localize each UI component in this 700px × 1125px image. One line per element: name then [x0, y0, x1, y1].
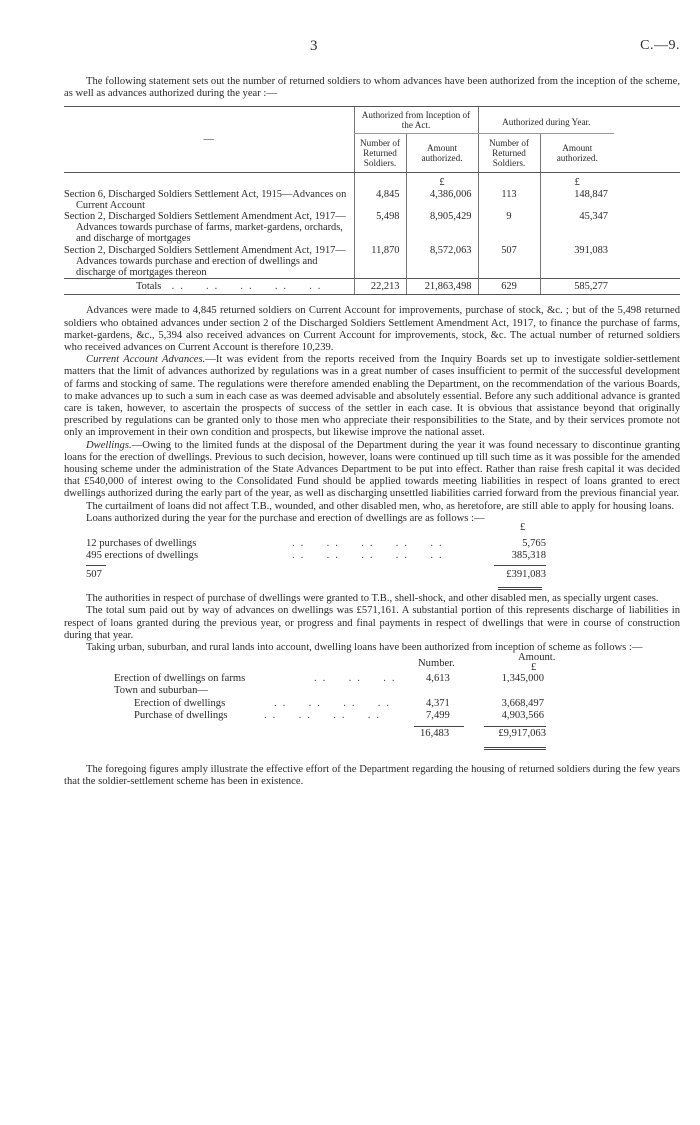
row-description: Section 2, Discharged Soldiers Settlement Amendment Act, 1917—Advances towards purchase of farms, market-gardens, orchards, and discharge of mortgages [64, 211, 346, 245]
paragraph-loans-authorized: Loans authorized during the year for the purchase and erection of dwellings are as follows :— [86, 512, 485, 524]
list-item-number: 4,613 [426, 672, 450, 684]
list-item [64, 673, 680, 686]
col-amount-year: Amount authorized. [540, 134, 614, 173]
page [64, 40, 680, 789]
list-item-number: 4,371 [426, 697, 450, 709]
list-item-label: Erection of dwellings on farms [114, 672, 246, 684]
row-number-year: 113 [478, 189, 540, 211]
document-reference: C.—9. [640, 38, 680, 53]
currency-symbol: £ [406, 173, 478, 189]
divider [484, 747, 546, 748]
row-amount-year: 391,083 [540, 245, 614, 279]
list-item [64, 550, 680, 563]
total-number-inception: 22,213 [354, 279, 406, 295]
row-description: Section 2, Discharged Soldiers Settlement Amendment Act, 1917—Advances towards purchase and erection of dwellings and discharge of mortgages thereon [64, 244, 346, 279]
dwellings-text: —Owing to the limited funds at the disposal of the Department during the year it was found necessary to discontinue granting loans for the erection of dwellings. Previous to such decision, however, loans were continued up till such time as it was possible for the amended housing scheme under the administration of the State Advances Department to be put into effect. Rather than raise fresh capital it was decided that £540,000 of interest owing to the Consolidated Fund should be applied towards meeting liabilities in respect of loans granted to erect dwellings authorized during the early part of the year, as well as discharging unsettled liabilities carried forward from the previous financial year. [64, 439, 680, 500]
list-total [64, 728, 680, 741]
header-inception: Authorized from Inception of the Act. [354, 107, 478, 134]
leader-dots: .. .. .. .. [264, 710, 386, 722]
divider [494, 565, 546, 566]
table-row [64, 245, 680, 279]
row-description: Section 6, Discharged Soldiers Settlement Act, 1915—Advances on Current Account [64, 188, 347, 211]
divider [498, 589, 542, 590]
list-item [64, 698, 680, 711]
list-item-label: Erection of dwellings [134, 697, 226, 709]
row-amount-year: 148,847 [540, 189, 614, 211]
list-item-amount: 3,668,497 [501, 697, 544, 709]
list-total-count: 507 [86, 568, 102, 580]
list-item-value: 5,765 [522, 537, 546, 549]
col-amount-header: Amount. [518, 652, 556, 664]
list-item [64, 685, 680, 698]
dwelling-loans-list [64, 654, 680, 750]
current-account-text: —It was evident from the reports received from the Inquiry Boards set up to investigate soldier-settlement matters that the limit of advances authorized by regulations was in a great number of cases insufficient to permit of the successful development of farms and stocking of same. The regulations were therefore amended enabling the Department, on the recommendation of the various Boards, to make advances up to such a sum in each case as was deemed advisable and absolutely essential. Before any such additional advance is granted care is taken, however, to ascertain the prospects of success of the settler in each case. It is obvious that assistance beyond that originally prescribed by regulations can be granted only to those men who appreciate their responsibilities to the State, and by their services promote not only an improvement in their own condition and prospects, but likewise improve the national asset. [64, 354, 680, 439]
leader-dots: .. .. .. .. .. [292, 537, 448, 549]
col-number-header: Number. [418, 658, 455, 670]
list-item [64, 710, 680, 723]
list-item-label: 12 purchases of dwellings [86, 537, 197, 549]
list-total-number: 16,483 [420, 727, 450, 739]
divider [498, 587, 542, 588]
paragraph-foregoing: The foregoing figures amply illustrate the effective effort of the Department regarding the housing of returned soldiers during the few years that the soldier-settlement scheme has been in existence. [64, 764, 680, 788]
advances-table [64, 106, 680, 295]
page-number: 3 [310, 38, 318, 54]
row-amount-inception: 8,905,429 [406, 211, 478, 245]
leader-dots: .. .. .. .. .. [171, 281, 327, 293]
dwellings-heading: Dwellings. [86, 439, 132, 451]
currency-symbol: £ [531, 662, 537, 674]
leader-dots: .. .. .. .. [274, 697, 396, 709]
intro-paragraph: The following statement sets out the number of returned soldiers to whom advances have been authorized from the inception of the scheme, as well as advances authorized during the year :— [64, 76, 680, 100]
list-item-label: Town and suburban— [114, 685, 208, 697]
paragraph-current-account [64, 354, 680, 439]
list-total [64, 569, 680, 582]
col-number-year: Number of Returned Soldiers. [478, 134, 540, 173]
list-item [64, 538, 680, 551]
table-row [64, 189, 680, 211]
header-year: Authorized during Year. [478, 107, 614, 134]
header-dash: — [203, 134, 214, 146]
list-item-number: 7,499 [426, 710, 450, 722]
current-account-heading: Current Account Advances. [86, 354, 206, 366]
row-number-inception: 4,845 [354, 189, 406, 211]
divider [86, 565, 106, 566]
list-total-amount: £9,917,063 [498, 727, 546, 739]
total-amount-year: 585,277 [540, 279, 614, 295]
paragraph-authorities: The authorities in respect of purchase of dwellings were granted to T.B., shell-shock, and other disabled men, as specially urgent cases. [86, 593, 659, 605]
row-amount-inception: 4,386,006 [406, 189, 478, 211]
table-row [64, 211, 680, 245]
row-number-year: 507 [478, 245, 540, 279]
total-amount-inception: 21,863,498 [406, 279, 478, 295]
list-item-label: Purchase of dwellings [134, 710, 228, 722]
leader-dots: .. .. .. .. .. [292, 550, 448, 562]
divider [484, 749, 546, 750]
row-amount-inception: 8,572,063 [406, 245, 478, 279]
leader-dots: .. .. .. [314, 672, 401, 684]
totals-label: Totals [136, 281, 162, 293]
list-item-amount: 4,903,566 [501, 710, 544, 722]
currency-symbol: £ [540, 173, 614, 189]
paragraph-dwellings [64, 440, 680, 501]
loans-list [64, 522, 680, 583]
list-item-amount: 1,345,000 [501, 672, 544, 684]
row-number-inception: 11,870 [354, 245, 406, 279]
totals-row [64, 279, 680, 295]
list-total-value: £391,083 [506, 568, 546, 580]
paragraph-total-sum: The total sum paid out by way of advances on dwellings was £571,161. A substantial portion of this represents discharge of liabilities in respect of loans granted during the previous year, or progress and final payments in respect of dwellings that were in course of construction during that year. [64, 605, 680, 641]
list-item-label: 495 erections of dwellings [86, 550, 199, 562]
currency-symbol: £ [520, 522, 526, 534]
paragraph-curtailment: The curtailment of loans did not affect T.B., wounded, and other disabled men, who, as heretofore, are still able to apply for housing loans. [86, 500, 675, 512]
page-header [64, 40, 680, 62]
row-amount-year: 45,347 [540, 211, 614, 245]
col-number-inception: Number of Returned Soldiers. [354, 134, 406, 173]
total-number-year: 629 [478, 279, 540, 295]
paragraph-advances: Advances were made to 4,845 returned soldiers on Current Account for improvements, purchase of stock, &c. ; but of the 5,498 returned soldiers who obtained advances under section 2 of the Discharged Soldiers Settlement Amendment Act, 1917, to finance the purchase of farms, market-gardens, &c., 5,394 also received advances on Current Account for improvements, stock, &c. The actual number of returned soldiers who received advances on Current Account is therefore 10,239. [64, 305, 680, 354]
list-item-value: 385,318 [511, 550, 546, 562]
row-number-inception: 5,498 [354, 211, 406, 245]
row-number-year: 9 [478, 211, 540, 245]
col-amount-inception: Amount authorized. [406, 134, 478, 173]
paragraph-taking-urban: Taking urban, suburban, and rural lands into account, dwelling loans have been authorized from inception of scheme as follows :— [86, 641, 643, 653]
